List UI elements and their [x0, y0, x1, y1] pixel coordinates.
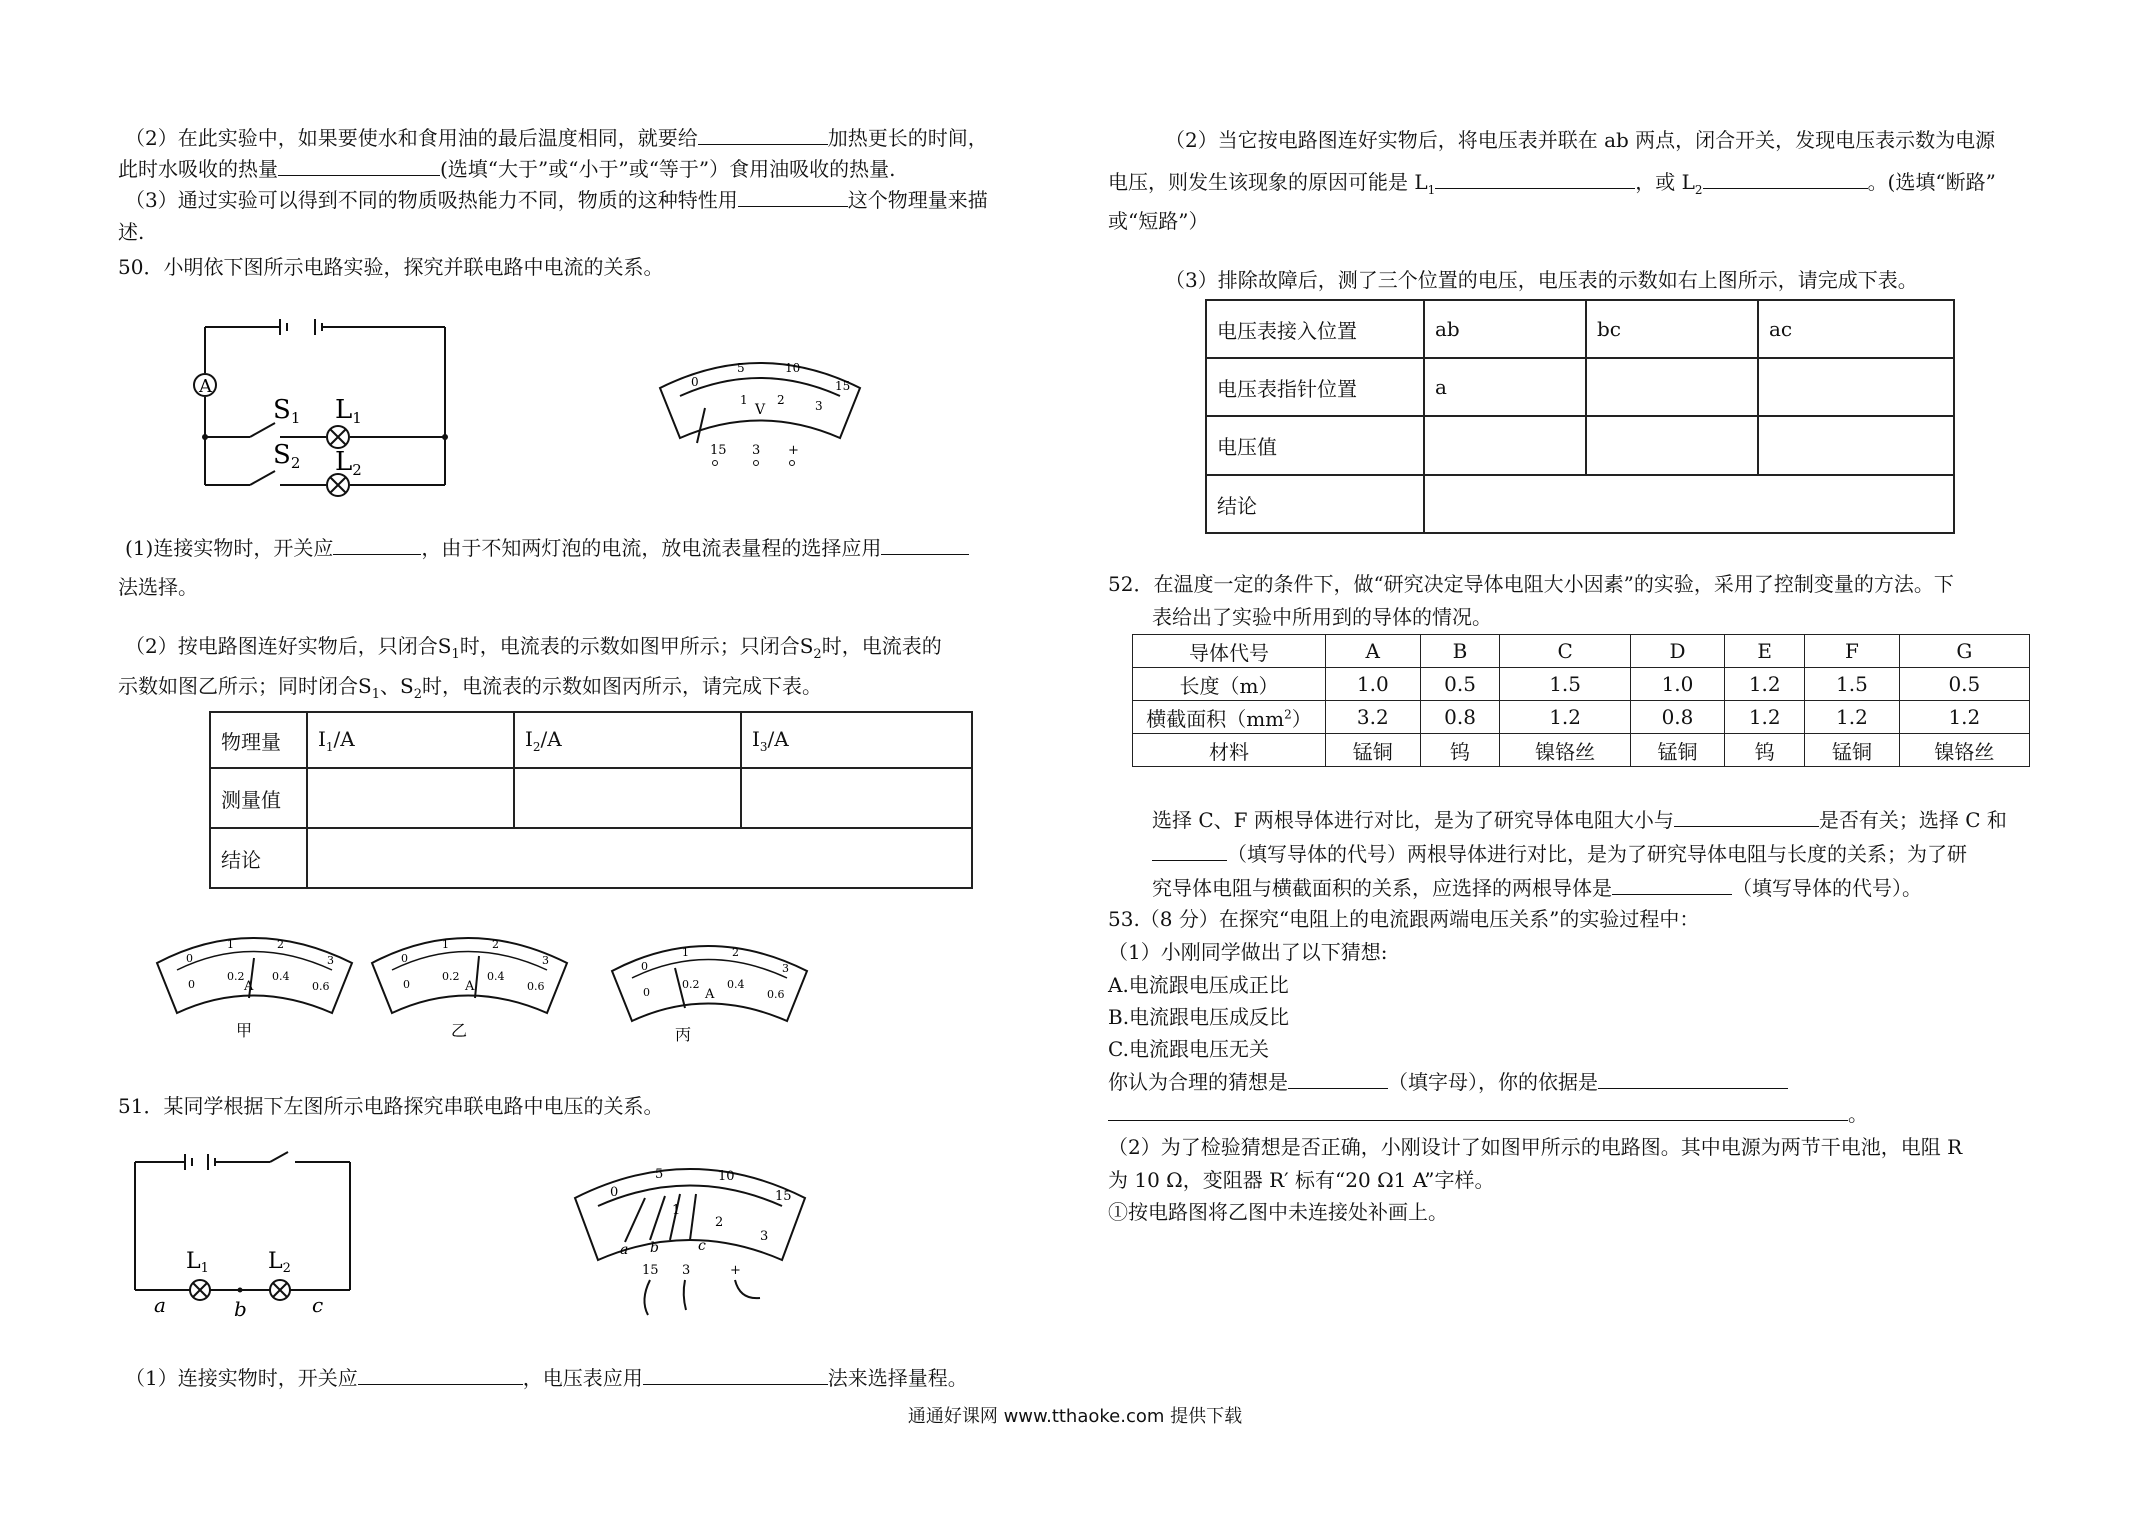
svg-text:+: +: [730, 1263, 741, 1278]
svg-text:10: 10: [718, 1169, 735, 1184]
cell-ac-voltage[interactable]: [1758, 416, 1954, 475]
svg-text:3: 3: [752, 443, 761, 458]
cell-ac-pointer[interactable]: [1758, 358, 1954, 416]
svg-text:0: 0: [610, 1185, 619, 1200]
svg-text:V: V: [755, 402, 766, 418]
page-footer: 通通好课网 www.tthaoke.com 提供下载: [907, 1406, 1243, 1427]
ammeter-yi: [372, 938, 567, 1040]
svg-text:3: 3: [815, 399, 823, 413]
answer-blank[interactable]: [1674, 806, 1819, 827]
svg-text:3: 3: [682, 1263, 691, 1278]
ammeter-readings: [152, 918, 789, 1048]
svg-text:0.2: 0.2: [682, 978, 700, 991]
q49-2-line1: （2）在此实验中，如果要使水和食用油的最后温度相同，就要给 加热更长的时间，: [125, 126, 988, 150]
svg-text:乙: 乙: [451, 1021, 468, 1040]
svg-text:0.6: 0.6: [767, 988, 785, 1001]
svg-text:0: 0: [188, 978, 195, 991]
svg-text:0.2: 0.2: [442, 970, 460, 983]
svg-text:b: b: [234, 1297, 247, 1321]
answer-blank[interactable]: [278, 155, 440, 176]
svg-text:A: A: [244, 979, 254, 994]
q52-conductor-table: 导体代号 A B C D E F G 长度（m） 1.0 0.5 1.5 1.0 1.2 1.5 0.5 横截面积$(mm^2)$ 3.2 0.8 1.2 0.8 1.2 1.2 1.2 材料 锰铜 钨 镍铬丝 锰铜 钨 锰铜 镍铬丝: [1132, 634, 2030, 767]
svg-text:A: A: [465, 979, 475, 994]
svg-text:0.6: 0.6: [527, 980, 545, 993]
cell-conclusion[interactable]: [1424, 475, 1954, 533]
q51-1-line: （1）连接实物时，开关应 ，电压表应用 法来选择量程。: [125, 1366, 968, 1390]
svg-text:0: 0: [403, 978, 410, 991]
cell-i2[interactable]: [514, 768, 741, 828]
voltmeter-small: [655, 348, 865, 478]
q50-intro: 50．小明依下图所示电路实验，探究并联电路中电流的关系。: [118, 255, 664, 279]
q53-l8: （2）为了检验猜想是否正确，小刚设计了如图甲所示的电路图。其中电源为两节干电池，电阻 R: [1108, 1135, 1963, 1159]
svg-text:2: 2: [732, 946, 739, 959]
svg-text:3: 3: [327, 954, 334, 967]
ammeter-label: A: [199, 376, 212, 397]
svg-text:2: 2: [277, 938, 284, 951]
q49-3-line2: 述.: [118, 220, 145, 244]
cell-i1[interactable]: [307, 768, 514, 828]
svg-text:0.6: 0.6: [312, 980, 330, 993]
q52-p2: （填写导体的代号）两根导体进行对比，是为了研究导体电阻与长度的关系；为了研: [1152, 840, 1967, 867]
svg-text:0: 0: [186, 952, 193, 965]
svg-text:L2: L2: [335, 447, 362, 479]
q53-l1: 53.（8 分）在探究“电阻上的电流跟两端电压关系”的实验过程中：: [1108, 907, 1700, 931]
answer-blank[interactable]: [881, 534, 969, 555]
ammeter-jia: [157, 938, 352, 1040]
q50-1-line2: 法选择。: [118, 575, 198, 599]
q51-2-line3: 或“短路”）: [1108, 209, 1209, 233]
q49-3-line1: （3）通过实验可以得到不同的物质吸热能力不同，物质的这种特性用 这个物理量来描: [125, 188, 988, 212]
svg-text:2: 2: [715, 1215, 724, 1230]
svg-text:15: 15: [775, 1189, 792, 1204]
svg-text:+: +: [788, 443, 799, 458]
svg-text:3: 3: [760, 1229, 769, 1244]
q50-1-line1: (1)连接实物时，开关应 ，由于不知两灯泡的电流，放电流表量程的选择应用: [125, 534, 969, 561]
svg-text:1: 1: [672, 1203, 681, 1218]
svg-text:L1: L1: [335, 395, 362, 427]
ammeter-bing: [612, 946, 807, 1044]
svg-text:a: a: [154, 1293, 166, 1317]
svg-text:0.4: 0.4: [727, 978, 745, 991]
svg-text:a: a: [620, 1242, 629, 1258]
svg-text:A: A: [705, 987, 715, 1002]
svg-text:0: 0: [691, 375, 699, 389]
svg-text:S1: S1: [273, 395, 301, 427]
q53-l10: ①按电路图将乙图中未连接处补画上。: [1108, 1200, 1448, 1224]
series-circuit-diagram: [130, 1150, 370, 1325]
q50-2-line2: 示数如图乙所示；同时闭合$S_1$、$S_2$时，电流表的示数如图丙所示，请完成下表。: [118, 674, 822, 702]
answer-blank[interactable]: [1612, 874, 1732, 895]
q51-2-line1: （2）当它按电路图连好实物后，将电压表并联在 ab 两点，闭合开关，发现电压表示数为电源: [1165, 128, 1996, 152]
svg-text:1: 1: [442, 938, 449, 951]
q49-2-line2: 此时水吸收的热量 (选填“大于”或“小于”或“等于”）食用油吸收的热量.: [118, 157, 896, 181]
q53-l7: 。: [1108, 1100, 1868, 1127]
cell-conclusion[interactable]: [307, 828, 972, 888]
svg-text:0: 0: [401, 952, 408, 965]
answer-blank[interactable]: [1598, 1068, 1788, 1089]
q53-l3: A.电流跟电压成正比: [1108, 973, 1289, 997]
parallel-circuit-diagram: [195, 315, 465, 500]
q51-voltage-table: 电压表接入位置 ab bc ac 电压表指针位置 a 电压值 结论: [1205, 299, 1955, 534]
svg-text:1: 1: [227, 938, 234, 951]
q53-l9: 为 10 Ω，变阻器 R′ 标有“20 Ω1 A”字样。: [1108, 1168, 1495, 1192]
q51-intro: 51．某同学根据下左图所示电路探究串联电路中电压的关系。: [118, 1094, 664, 1118]
svg-text:15: 15: [642, 1263, 659, 1278]
svg-text:2: 2: [492, 938, 499, 951]
svg-text:15: 15: [835, 379, 851, 393]
answer-blank[interactable]: [643, 1364, 828, 1385]
q53-l5: C.电流跟电压无关: [1108, 1037, 1269, 1061]
answer-blank[interactable]: [358, 1364, 523, 1385]
q51-2-line2: 电压，则发生该现象的原因可能是 $L_1$ ，或 $L_2$ 。(选填“断路”: [1108, 170, 1996, 197]
answer-blank[interactable]: [1288, 1068, 1388, 1089]
svg-text:0.4: 0.4: [487, 970, 505, 983]
q53-l2: （1）小刚同学做出了以下猜想:: [1108, 940, 1388, 964]
q50-2-line1: （2）按电路图连好实物后，只闭合$S_1$时，电流表的示数如图甲所示；只闭合$S_2$时，电流表的: [125, 634, 942, 662]
cell-i3[interactable]: [741, 768, 972, 828]
answer-blank[interactable]: [1435, 168, 1635, 189]
svg-text:3: 3: [542, 954, 549, 967]
svg-text:0.2: 0.2: [227, 970, 245, 983]
svg-text:5: 5: [737, 361, 745, 375]
svg-text:L1: L1: [186, 1249, 209, 1276]
svg-text:S2: S2: [273, 440, 301, 472]
answer-blank[interactable]: [738, 186, 848, 207]
cell-bc-pointer[interactable]: [1586, 358, 1758, 416]
svg-text:2: 2: [777, 393, 785, 407]
svg-text:b: b: [650, 1240, 659, 1256]
svg-text:0: 0: [641, 960, 648, 973]
svg-text:3: 3: [782, 962, 789, 975]
cell-ab-voltage[interactable]: [1424, 416, 1586, 475]
svg-text:c: c: [698, 1238, 706, 1254]
svg-text:10: 10: [785, 361, 801, 375]
answer-blank[interactable]: [1152, 840, 1227, 861]
answer-blank[interactable]: [333, 534, 421, 555]
svg-text:甲: 甲: [236, 1021, 253, 1040]
q52-p3: 究导体电阻与横截面积的关系，应选择的两根导体是 （填写导体的代号）。: [1152, 876, 1922, 900]
svg-text:0.4: 0.4: [272, 970, 290, 983]
q52-line1: 52．在温度一定的条件下，做“研究决定导体电阻大小因素”的实验，采用了控制变量的方法。下: [1108, 572, 1954, 596]
voltmeter-multi-reading: [570, 1150, 810, 1320]
q50-table: 物理量 $I_1/A$ $I_2/A$ $I_3/A$ 测量值 结论: [209, 711, 973, 889]
q53-l6: 你认为合理的猜想是 （填字母），你的依据是: [1108, 1068, 1788, 1095]
svg-text:L2: L2: [268, 1249, 291, 1276]
svg-text:1: 1: [682, 946, 689, 959]
answer-blank[interactable]: [1108, 1100, 1848, 1121]
q53-l4: B.电流跟电压成反比: [1108, 1005, 1290, 1029]
svg-text:c: c: [312, 1293, 324, 1317]
svg-text:5: 5: [655, 1167, 664, 1182]
cell-bc-voltage[interactable]: [1586, 416, 1758, 475]
q52-line2: 表给出了实验中所用到的导体的情况。: [1152, 605, 1492, 629]
answer-blank[interactable]: [1703, 168, 1868, 189]
q52-p1: 选择 C、F 两根导体进行对比，是为了研究导体电阻大小与 是否有关；选择 C 和: [1152, 808, 2007, 832]
answer-blank[interactable]: [698, 124, 828, 145]
q51-3-intro: （3）排除故障后，测了三个位置的电压，电压表的示数如右上图所示，请完成下表。: [1165, 268, 1918, 292]
svg-text:丙: 丙: [675, 1025, 692, 1044]
svg-text:1: 1: [740, 393, 748, 407]
svg-text:15: 15: [710, 443, 727, 458]
svg-text:0: 0: [643, 986, 650, 999]
